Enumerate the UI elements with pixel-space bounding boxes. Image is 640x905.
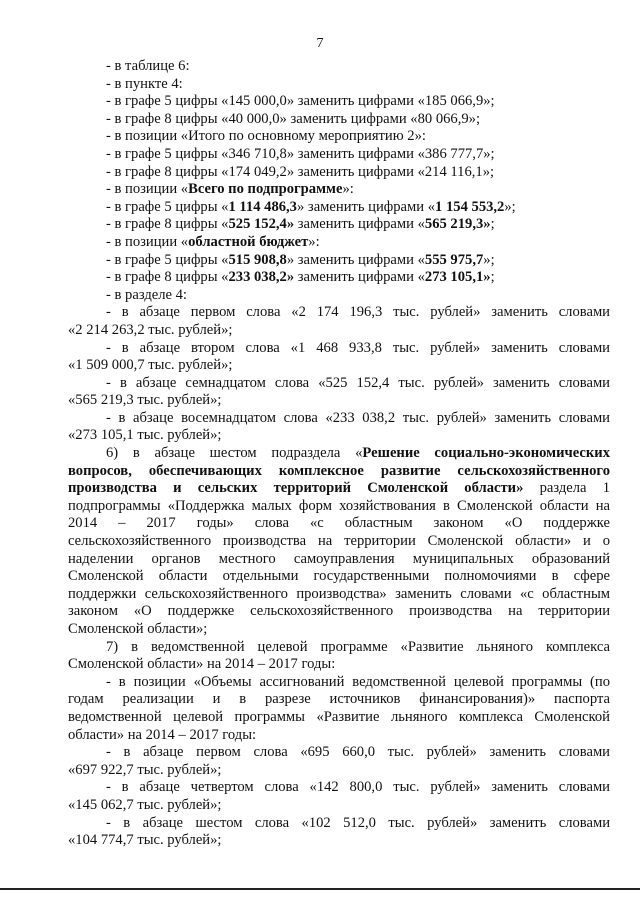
document-line: - в графе 5 цифры «145 000,0» заменить цифрами «185 066,9»; bbox=[106, 93, 495, 110]
document-line: - в позиции «Объемы ассигнований ведомственной целевой программы (по bbox=[106, 673, 610, 690]
document-line: поддержки сельскохозяйственного производства» заменить словами «с областным bbox=[68, 585, 610, 602]
document-line: - в позиции «Всего по подпрограмме»: bbox=[106, 181, 354, 198]
document-line: «2 214 263,2 тыс. рублей»; bbox=[68, 321, 233, 338]
document-line: - в графе 8 цифры «174 049,2» заменить цифрами «214 116,1»; bbox=[106, 163, 495, 180]
document-line: сельскохозяйственного производства на территории Смоленской области» и о bbox=[68, 533, 610, 550]
document-line: Смоленской области отдельными государственными полномочиями в сфере bbox=[68, 568, 610, 585]
document-line: - в абзаце восемнадцатом слова «233 038,2 тыс. рублей» заменить словами bbox=[106, 409, 610, 426]
document-line: «104 774,7 тыс. рублей»; bbox=[68, 832, 222, 849]
document-line: области» на 2014 – 2017 годы: bbox=[68, 726, 257, 743]
document-line: - в таблице 6: bbox=[106, 58, 190, 74]
document-line: Смоленской области»; bbox=[68, 621, 208, 637]
document-line: - в графе 5 цифры «515 908,8» заменить цифрами «555 975,7»; bbox=[106, 251, 495, 268]
document-line: 2014 – 2017 годы» слова «с областным законом «О поддержке bbox=[68, 515, 610, 532]
document-line: - в графе 8 цифры «525 152,4» заменить цифрами «565 219,3»; bbox=[106, 216, 495, 233]
document-line: «1 509 000,7 тыс. рублей»; bbox=[68, 357, 233, 374]
document-line: - в пункте 4: bbox=[106, 75, 183, 92]
document-body bbox=[68, 58, 610, 850]
page-bottom-divider bbox=[0, 888, 640, 890]
document-line: - в графе 5 цифры «346 710,8» заменить цифрами «386 777,7»; bbox=[106, 145, 495, 162]
document-line: наделении органов местного самоуправления муниципальных образований bbox=[68, 550, 610, 567]
document-line: годам реализации и в разрезе источников финансирования)» паспорта bbox=[68, 691, 610, 708]
document-line: - в разделе 4: bbox=[106, 286, 187, 303]
document-line: 6) в абзаце шестом подраздела «Решение социально-экономических bbox=[106, 445, 610, 462]
document-line: «145 062,7 тыс. рублей»; bbox=[68, 796, 222, 813]
document-line: вопросов, обеспечивающих комплексное развитие сельскохозяйственного bbox=[68, 462, 610, 479]
document-line: «697 922,7 тыс. рублей»; bbox=[68, 761, 222, 778]
document-line: - в абзаце первом слова «695 660,0 тыс. рублей» заменить словами bbox=[106, 744, 610, 761]
document-line: - в графе 5 цифры «1 114 486,3» заменить цифрами «1 154 553,2»; bbox=[106, 198, 516, 215]
document-line: ведомственной целевой программы «Развитие льняного комплекса Смоленской bbox=[68, 708, 610, 725]
document-line: подпрограммы «Поддержка малых форм хозяйствования в Смоленской области на bbox=[68, 497, 610, 514]
document-line: - в графе 8 цифры «233 038,2» заменить цифрами «273 105,1»; bbox=[106, 269, 495, 286]
document-line: «273 105,1 тыс. рублей»; bbox=[68, 427, 222, 444]
document-line: «565 219,3 тыс. рублей»; bbox=[68, 392, 222, 409]
document-line: - в графе 8 цифры «40 000,0» заменить цифрами «80 066,9»; bbox=[106, 110, 481, 127]
document-line: - в абзаце первом слова «2 174 196,3 тыс. рублей» заменить словами bbox=[106, 304, 610, 321]
document-line: - в позиции «Итого по основному мероприятию 2»: bbox=[106, 128, 426, 145]
document-line: Смоленской области» на 2014 – 2017 годы: bbox=[68, 656, 336, 673]
document-line: - в позиции «областной бюджет»: bbox=[106, 233, 320, 250]
document-line: - в абзаце четвертом слова «142 800,0 тыс. рублей» заменить словами bbox=[106, 779, 610, 796]
document-line: законом «О поддержке сельскохозяйственного производства на территории bbox=[68, 603, 610, 620]
document-line: - в абзаце шестом слова «102 512,0 тыс. рублей» заменить словами bbox=[106, 814, 610, 831]
document-line: 7) в ведомственной целевой программе «Развитие льняного комплекса bbox=[106, 638, 610, 655]
document-line: - в абзаце семнадцатом слова «525 152,4 тыс. рублей» заменить словами bbox=[106, 374, 610, 391]
document-line: производства и сельских территорий Смоленской области» раздела 1 bbox=[68, 480, 610, 497]
page-number: 7 bbox=[316, 36, 324, 51]
document-line: - в абзаце втором слова «1 468 933,8 тыс. рублей» заменить словами bbox=[106, 339, 610, 356]
